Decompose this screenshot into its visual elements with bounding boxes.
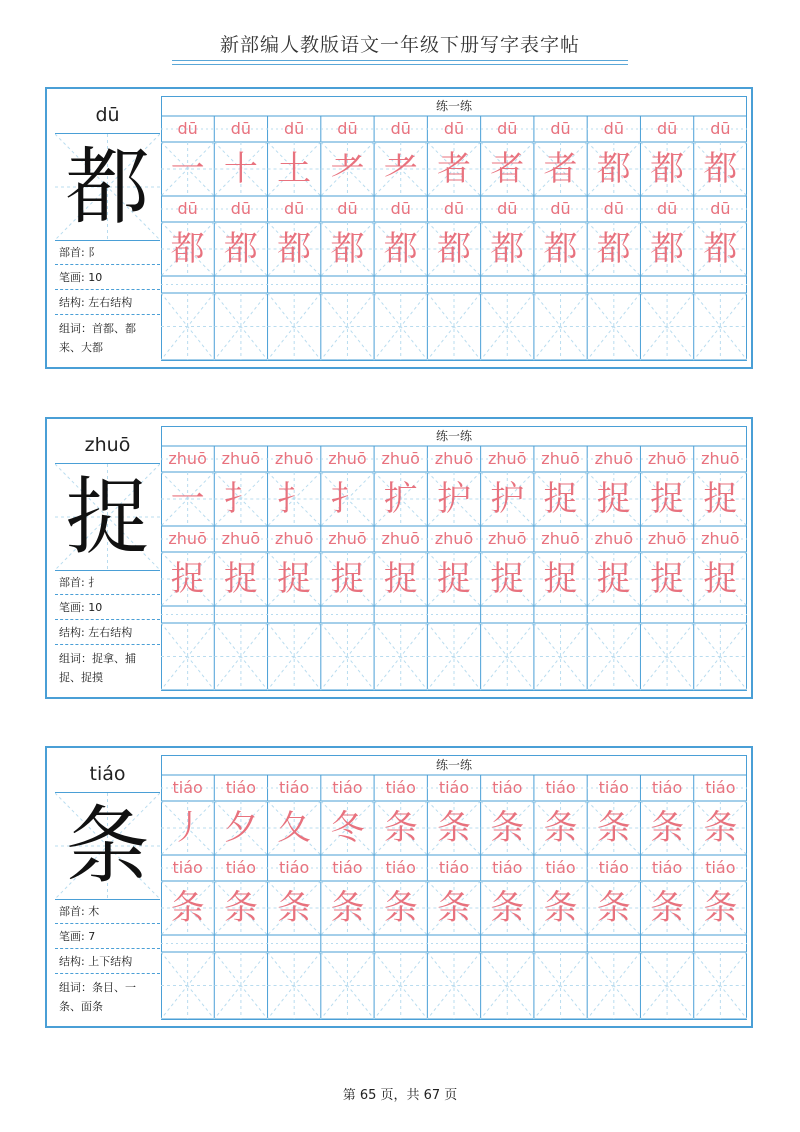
trace-character: 都 (650, 229, 685, 269)
trace-pinyin: zhuō (328, 529, 367, 548)
stroke-order-character: 条 (383, 808, 418, 848)
trace-pinyin: dū (710, 199, 731, 218)
structure-label: 结构: 左右结构 (55, 621, 160, 645)
stroke-order-character: 都 (596, 149, 631, 189)
trace-pinyin: tiáo (332, 858, 363, 877)
model-character-box (55, 793, 160, 900)
strokes-label: 笔画: 7 (55, 925, 160, 949)
trace-pinyin: tiáo (225, 778, 257, 797)
stroke-order-character: 条 (490, 808, 525, 848)
title-underline (172, 60, 628, 61)
practice-card (45, 87, 753, 369)
stroke-order-character: 扩 (383, 479, 418, 519)
trace-pinyin: tiáo (438, 778, 470, 797)
trace-pinyin: dū (550, 199, 571, 218)
trace-pinyin: dū (550, 119, 571, 138)
trace-character: 都 (223, 229, 258, 269)
trace-pinyin: tiáo (332, 778, 363, 797)
stroke-order-character: 扌 (277, 479, 312, 519)
structure-label: 结构: 上下结构 (55, 950, 160, 974)
stroke-order-character: 夕 (223, 808, 258, 848)
trace-pinyin: dū (443, 119, 465, 138)
trace-pinyin: dū (337, 199, 358, 218)
trace-pinyin: zhuō (541, 449, 580, 468)
practice-title: 练一练 (435, 758, 472, 772)
trace-pinyin: tiáo (385, 778, 416, 797)
trace-pinyin: dū (497, 199, 518, 218)
trace-pinyin: zhuō (168, 529, 207, 548)
trace-pinyin: tiáo (385, 858, 416, 877)
trace-pinyin: dū (390, 119, 411, 138)
stroke-order-character: 都 (650, 149, 685, 189)
trace-pinyin: dū (230, 199, 252, 218)
trace-pinyin: zhuō (274, 449, 314, 468)
practice-grid (161, 426, 747, 691)
stroke-order-character: 捉 (596, 479, 631, 519)
trace-pinyin: zhuō (168, 449, 207, 468)
trace-pinyin: dū (284, 119, 305, 138)
trace-pinyin: zhuō (221, 449, 261, 468)
trace-character: 条 (170, 888, 205, 928)
model-character-box (55, 134, 160, 241)
stroke-order-character: 冬 (330, 808, 365, 848)
trace-character: 捉 (383, 559, 418, 599)
trace-pinyin: tiáo (225, 858, 257, 877)
trace-pinyin: zhuō (488, 449, 527, 468)
trace-pinyin: dū (390, 199, 411, 218)
trace-pinyin: zhuō (381, 529, 420, 548)
trace-pinyin: tiáo (545, 858, 576, 877)
model-character: 捉 (65, 468, 150, 566)
words-line: 组词：首都、都 (59, 322, 136, 335)
structure-label: 结构: 左右结构 (55, 291, 160, 315)
trace-pinyin: zhuō (381, 449, 420, 468)
trace-pinyin: tiáo (492, 858, 523, 877)
stroke-order-character: 者 (543, 149, 578, 189)
trace-pinyin: zhuō (594, 529, 634, 548)
stroke-order-character: 扌 (223, 479, 258, 519)
practice-card (45, 746, 753, 1028)
trace-character: 条 (277, 888, 312, 928)
character-info-panel (55, 427, 160, 691)
trace-pinyin: tiáo (598, 778, 629, 797)
stroke-order-character: 条 (596, 808, 631, 848)
stroke-order-character: 条 (543, 808, 578, 848)
page-footer: 第 65 页，共 67 页 (342, 1088, 458, 1103)
page-title: 新部编人教版语文一年级下册写字表字帖 (219, 34, 580, 56)
trace-pinyin: dū (710, 119, 731, 138)
trace-pinyin: zhuō (594, 449, 634, 468)
stroke-order-character: 土 (277, 149, 312, 189)
stroke-order-character: 扌 (330, 479, 365, 519)
words-line: 来、大都 (59, 341, 103, 354)
trace-pinyin: tiáo (651, 858, 683, 877)
radical-label: 部首: 木 (55, 900, 160, 924)
trace-character: 都 (703, 229, 738, 269)
trace-character: 捉 (650, 559, 685, 599)
trace-character: 捉 (703, 559, 738, 599)
character-info-panel (55, 756, 160, 1020)
trace-character: 捉 (170, 559, 205, 599)
trace-character: 条 (490, 888, 525, 928)
title-underline (172, 64, 628, 65)
trace-pinyin: zhuō (701, 449, 740, 468)
trace-character: 都 (383, 229, 418, 269)
trace-pinyin: tiáo (492, 778, 523, 797)
trace-pinyin: tiáo (172, 858, 203, 877)
trace-character: 都 (543, 229, 578, 269)
trace-pinyin: tiáo (598, 858, 629, 877)
trace-character: 捉 (277, 559, 312, 599)
trace-character: 条 (436, 888, 471, 928)
trace-pinyin: zhuō (434, 529, 474, 548)
trace-character: 都 (436, 229, 471, 269)
stroke-order-character: 耂 (330, 149, 365, 189)
stroke-order-character: 一 (170, 149, 205, 189)
trace-character: 捉 (330, 559, 365, 599)
trace-pinyin: tiáo (705, 858, 736, 877)
words-line: 组词：条目、一 (59, 981, 136, 994)
trace-pinyin: dū (603, 119, 624, 138)
trace-character: 条 (223, 888, 258, 928)
trace-character: 都 (490, 229, 525, 269)
trace-character: 捉 (596, 559, 631, 599)
trace-character: 条 (596, 888, 631, 928)
words-line: 条、面条 (59, 1000, 103, 1013)
trace-pinyin: dū (497, 119, 518, 138)
trace-character: 条 (543, 888, 578, 928)
stroke-order-character: 条 (703, 808, 738, 848)
trace-pinyin: dū (656, 199, 678, 218)
trace-pinyin: dū (656, 119, 678, 138)
trace-character: 都 (277, 229, 312, 269)
trace-character: 捉 (223, 559, 258, 599)
strokes-label: 笔画: 10 (55, 596, 160, 620)
trace-character: 条 (650, 888, 685, 928)
stroke-order-character: 夂 (277, 808, 312, 848)
trace-pinyin: tiáo (172, 778, 203, 797)
character-pinyin: zhuō (55, 427, 160, 464)
trace-pinyin: tiáo (279, 778, 310, 797)
words-line: 捉、捉摸 (59, 671, 103, 684)
radical-label: 部首: 阝 (55, 241, 160, 265)
model-character: 都 (65, 138, 150, 236)
trace-character: 捉 (436, 559, 471, 599)
words-label (55, 319, 160, 357)
stroke-order-character: 护 (490, 479, 525, 519)
stroke-order-character: 一 (170, 479, 205, 519)
stroke-order-character: 耂 (383, 149, 418, 189)
words-label (55, 649, 160, 687)
practice-title: 练一练 (435, 429, 472, 443)
practice-grid (161, 755, 747, 1020)
stroke-order-character: 条 (650, 808, 685, 848)
trace-character: 都 (596, 229, 631, 269)
trace-pinyin: zhuō (701, 529, 740, 548)
trace-pinyin: dū (337, 119, 358, 138)
trace-pinyin: zhuō (541, 529, 580, 548)
model-character: 条 (65, 797, 150, 895)
trace-pinyin: tiáo (279, 858, 310, 877)
practice-grid (161, 96, 747, 361)
stroke-order-character: 丿 (170, 808, 205, 848)
trace-pinyin: zhuō (221, 529, 261, 548)
trace-character: 捉 (490, 559, 525, 599)
radical-label: 部首: 扌 (55, 571, 160, 595)
practice-title: 练一练 (435, 99, 472, 113)
stroke-order-character: 捉 (703, 479, 738, 519)
trace-pinyin: dū (177, 199, 198, 218)
character-pinyin: tiáo (55, 756, 160, 793)
trace-pinyin: dū (443, 199, 465, 218)
trace-pinyin: zhuō (434, 449, 474, 468)
trace-pinyin: tiáo (705, 778, 736, 797)
stroke-order-character: 捉 (543, 479, 578, 519)
stroke-order-character: 捉 (650, 479, 685, 519)
practice-card (45, 417, 753, 699)
trace-pinyin: dū (177, 119, 198, 138)
trace-pinyin: tiáo (545, 778, 576, 797)
trace-character: 都 (330, 229, 365, 269)
trace-character: 条 (330, 888, 365, 928)
words-line: 组词：捉拿、捕 (59, 652, 136, 665)
stroke-order-character: 护 (436, 479, 471, 519)
trace-pinyin: zhuō (647, 449, 687, 468)
stroke-order-character: 十 (223, 149, 258, 189)
trace-pinyin: dū (284, 199, 305, 218)
trace-pinyin: zhuō (328, 449, 367, 468)
trace-pinyin: zhuō (274, 529, 314, 548)
words-label (55, 978, 160, 1016)
character-info-panel (55, 97, 160, 361)
stroke-order-character: 条 (436, 808, 471, 848)
trace-pinyin: tiáo (651, 778, 683, 797)
stroke-order-character: 都 (703, 149, 738, 189)
trace-pinyin: dū (603, 199, 624, 218)
trace-pinyin: zhuō (647, 529, 687, 548)
trace-character: 条 (703, 888, 738, 928)
model-character-box (55, 464, 160, 571)
trace-pinyin: tiáo (438, 858, 470, 877)
trace-character: 都 (170, 229, 205, 269)
stroke-order-character: 者 (436, 149, 471, 189)
strokes-label: 笔画: 10 (55, 266, 160, 290)
trace-character: 条 (383, 888, 418, 928)
trace-pinyin: zhuō (488, 529, 527, 548)
trace-pinyin: dū (230, 119, 252, 138)
stroke-order-character: 者 (490, 149, 525, 189)
trace-character: 捉 (543, 559, 578, 599)
character-pinyin: dū (55, 97, 160, 134)
